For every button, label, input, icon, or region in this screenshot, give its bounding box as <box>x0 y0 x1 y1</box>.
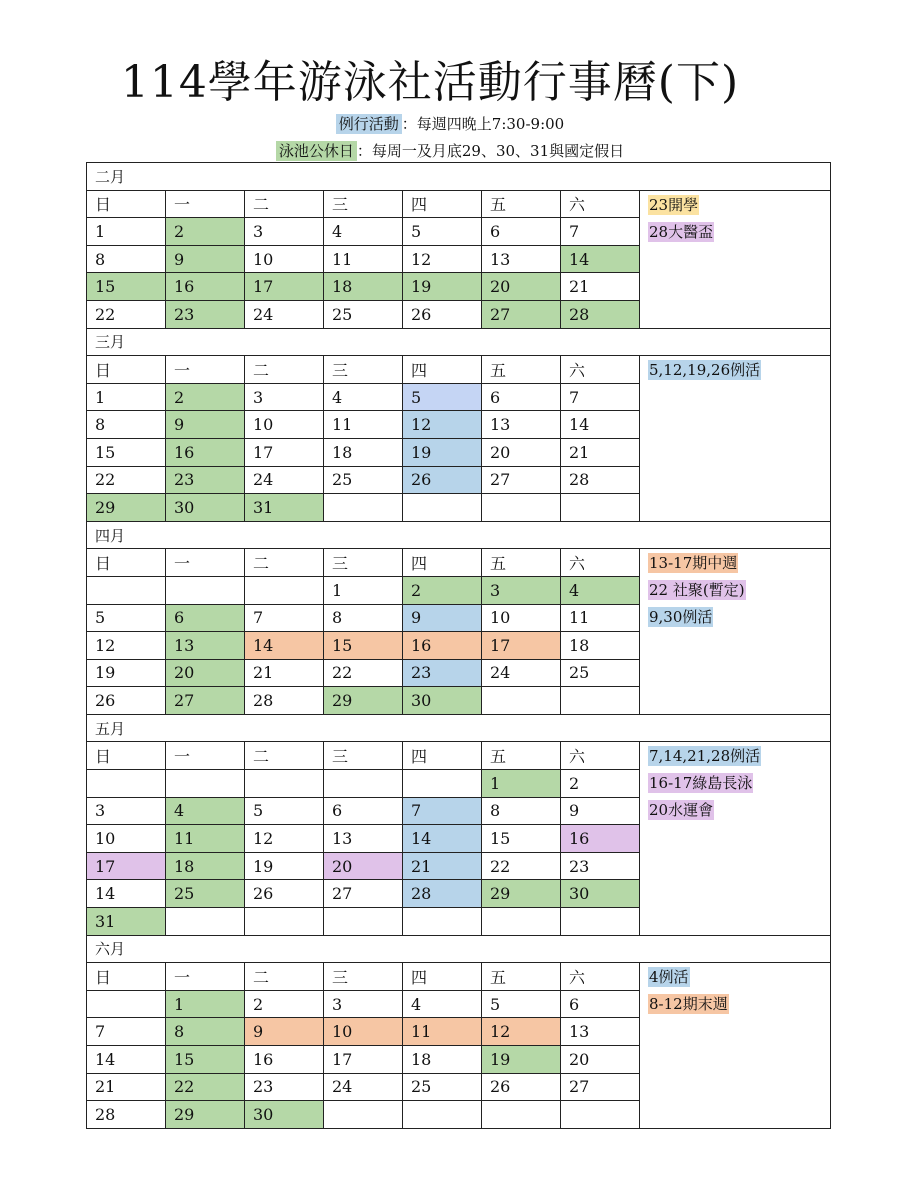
day-cell: 15 <box>166 1046 245 1074</box>
note-item <box>648 220 830 247</box>
weekday-label: 三 <box>324 549 403 577</box>
day-cell: 2 <box>561 770 640 798</box>
day-cell: 28 <box>561 466 640 494</box>
note-text: 7,14,21,28例活 <box>649 747 761 766</box>
empty-day-cell <box>87 770 166 798</box>
day-cell: 31 <box>87 908 166 936</box>
weekday-row <box>87 742 831 770</box>
day-cell: 2 <box>403 576 482 604</box>
weekday-row <box>87 190 831 218</box>
month-header-row <box>87 521 831 549</box>
weekday-row <box>87 549 831 577</box>
weekday-label: 二 <box>245 963 324 991</box>
day-cell: 22 <box>324 659 403 687</box>
day-cell: 21 <box>561 438 640 466</box>
weekday-row <box>87 356 831 384</box>
day-cell: 25 <box>561 659 640 687</box>
day-cell: 21 <box>561 273 640 301</box>
empty-day-cell <box>245 770 324 798</box>
empty-day-cell <box>482 494 561 522</box>
day-cell: 8 <box>166 1018 245 1046</box>
day-cell: 13 <box>324 825 403 853</box>
weekday-label: 日 <box>87 356 166 384</box>
day-cell: 14 <box>87 1046 166 1074</box>
day-cell: 7 <box>87 1018 166 1046</box>
day-cell: 10 <box>245 411 324 439</box>
day-cell: 12 <box>403 411 482 439</box>
day-cell: 26 <box>403 466 482 494</box>
weekday-label: 四 <box>403 742 482 770</box>
note-item <box>648 771 830 798</box>
day-cell: 8 <box>482 797 561 825</box>
day-cell: 27 <box>561 1073 640 1101</box>
day-cell: 1 <box>87 383 166 411</box>
day-cell: 26 <box>482 1073 561 1101</box>
empty-day-cell <box>482 908 561 936</box>
day-cell: 19 <box>403 438 482 466</box>
note-text: 9,30例活 <box>649 608 713 627</box>
day-cell: 17 <box>324 1046 403 1074</box>
day-cell: 6 <box>482 218 561 246</box>
day-cell: 29 <box>87 494 166 522</box>
day-cell: 18 <box>561 632 640 660</box>
day-cell: 22 <box>482 852 561 880</box>
day-cell: 3 <box>87 797 166 825</box>
day-cell: 30 <box>245 1101 324 1129</box>
day-cell: 15 <box>482 825 561 853</box>
day-cell: 21 <box>87 1073 166 1101</box>
weekday-label: 日 <box>87 963 166 991</box>
day-cell: 31 <box>245 494 324 522</box>
day-cell: 7 <box>561 383 640 411</box>
day-cell: 22 <box>87 300 166 328</box>
weekday-label: 日 <box>87 742 166 770</box>
day-cell: 9 <box>245 1018 324 1046</box>
empty-day-cell <box>403 770 482 798</box>
day-cell: 6 <box>324 797 403 825</box>
weekday-label: 五 <box>482 742 561 770</box>
day-cell: 25 <box>324 300 403 328</box>
day-cell: 23 <box>166 466 245 494</box>
note-item <box>648 744 830 771</box>
weekday-label: 日 <box>87 190 166 218</box>
weekday-label: 一 <box>166 356 245 384</box>
day-cell: 21 <box>245 659 324 687</box>
day-cell: 10 <box>482 604 561 632</box>
month-header-row <box>87 714 831 742</box>
day-cell: 23 <box>245 1073 324 1101</box>
day-cell: 27 <box>324 880 403 908</box>
note-text: 4例活 <box>649 968 689 987</box>
day-cell: 2 <box>166 383 245 411</box>
empty-day-cell <box>87 576 166 604</box>
weekday-label: 四 <box>403 356 482 384</box>
day-cell: 29 <box>324 687 403 715</box>
weekday-label: 六 <box>561 549 640 577</box>
empty-day-cell <box>166 576 245 604</box>
empty-day-cell <box>245 908 324 936</box>
month-notes <box>640 356 831 522</box>
day-cell: 10 <box>324 1018 403 1046</box>
legend-routine-tag: 例行活動 <box>336 114 402 134</box>
weekday-label: 三 <box>324 356 403 384</box>
day-cell: 5 <box>403 218 482 246</box>
day-cell: 8 <box>324 604 403 632</box>
weekday-label: 四 <box>403 549 482 577</box>
empty-day-cell <box>561 687 640 715</box>
day-cell: 18 <box>324 273 403 301</box>
day-cell: 12 <box>245 825 324 853</box>
month-notes <box>640 190 831 328</box>
day-cell: 14 <box>87 880 166 908</box>
day-cell: 28 <box>245 687 324 715</box>
empty-day-cell <box>324 770 403 798</box>
empty-day-cell <box>245 576 324 604</box>
day-cell: 7 <box>403 797 482 825</box>
day-cell: 18 <box>324 438 403 466</box>
page-title: 114學年游泳社活動行事曆(下) <box>120 57 740 108</box>
day-cell: 23 <box>403 659 482 687</box>
day-cell: 28 <box>87 1101 166 1129</box>
day-cell: 10 <box>87 825 166 853</box>
day-cell: 20 <box>482 273 561 301</box>
day-cell: 11 <box>324 411 403 439</box>
weekday-label: 二 <box>245 549 324 577</box>
day-cell: 11 <box>324 245 403 273</box>
day-cell: 20 <box>166 659 245 687</box>
day-cell: 24 <box>324 1073 403 1101</box>
weekday-label: 日 <box>87 549 166 577</box>
day-cell: 30 <box>561 880 640 908</box>
note-item <box>648 551 830 578</box>
note-text: 28大醫盃 <box>649 222 714 241</box>
day-cell: 4 <box>403 990 482 1018</box>
weekday-label: 五 <box>482 190 561 218</box>
month-header-row <box>87 935 831 963</box>
day-cell: 11 <box>403 1018 482 1046</box>
day-cell: 11 <box>166 825 245 853</box>
day-cell: 9 <box>561 797 640 825</box>
day-cell: 17 <box>482 632 561 660</box>
note-item <box>648 193 830 220</box>
legend-closed-text: ：每周一及月底29、30、31與國定假日 <box>356 142 625 160</box>
day-cell: 13 <box>482 411 561 439</box>
weekday-label: 五 <box>482 549 561 577</box>
day-cell: 20 <box>561 1046 640 1074</box>
empty-day-cell <box>324 908 403 936</box>
day-cell: 9 <box>403 604 482 632</box>
day-cell: 26 <box>245 880 324 908</box>
empty-day-cell <box>482 687 561 715</box>
day-cell: 17 <box>245 438 324 466</box>
day-cell: 7 <box>245 604 324 632</box>
day-cell: 19 <box>245 852 324 880</box>
weekday-label: 二 <box>245 356 324 384</box>
day-cell: 19 <box>482 1046 561 1074</box>
day-cell: 22 <box>166 1073 245 1101</box>
day-cell: 23 <box>166 300 245 328</box>
note-item <box>648 965 830 992</box>
day-cell: 18 <box>403 1046 482 1074</box>
weekday-row <box>87 963 831 991</box>
day-cell: 14 <box>245 632 324 660</box>
day-cell: 30 <box>166 494 245 522</box>
day-cell: 27 <box>482 300 561 328</box>
day-cell: 20 <box>324 852 403 880</box>
note-text: 22 社聚(暫定) <box>649 581 745 600</box>
note-item <box>648 358 830 385</box>
day-cell: 5 <box>245 797 324 825</box>
weekday-label: 六 <box>561 742 640 770</box>
empty-day-cell <box>561 494 640 522</box>
empty-day-cell <box>561 908 640 936</box>
empty-day-cell <box>561 1101 640 1129</box>
month-notes <box>640 549 831 715</box>
weekday-label: 五 <box>482 963 561 991</box>
day-cell: 12 <box>403 245 482 273</box>
legend-routine <box>0 113 900 134</box>
weekday-label: 三 <box>324 963 403 991</box>
day-cell: 20 <box>482 438 561 466</box>
day-cell: 4 <box>324 218 403 246</box>
day-cell: 24 <box>245 300 324 328</box>
day-cell: 28 <box>561 300 640 328</box>
day-cell: 13 <box>561 1018 640 1046</box>
empty-day-cell <box>403 1101 482 1129</box>
day-cell: 13 <box>166 632 245 660</box>
weekday-label: 一 <box>166 190 245 218</box>
day-cell: 1 <box>166 990 245 1018</box>
day-cell: 6 <box>166 604 245 632</box>
day-cell: 16 <box>166 438 245 466</box>
day-cell: 15 <box>87 438 166 466</box>
day-cell: 14 <box>561 411 640 439</box>
day-cell: 21 <box>403 852 482 880</box>
day-cell: 3 <box>245 383 324 411</box>
weekday-label: 六 <box>561 963 640 991</box>
day-cell: 2 <box>166 218 245 246</box>
day-cell: 1 <box>87 218 166 246</box>
weekday-label: 一 <box>166 549 245 577</box>
note-text: 8-12期末週 <box>649 995 728 1014</box>
day-cell: 3 <box>324 990 403 1018</box>
month-name: 二月 <box>87 163 831 191</box>
day-cell: 10 <box>245 245 324 273</box>
day-cell: 3 <box>482 576 561 604</box>
month-name: 四月 <box>87 521 831 549</box>
day-cell: 25 <box>166 880 245 908</box>
empty-day-cell <box>324 494 403 522</box>
day-cell: 27 <box>482 466 561 494</box>
day-cell: 15 <box>324 632 403 660</box>
weekday-label: 五 <box>482 356 561 384</box>
day-cell: 16 <box>166 273 245 301</box>
weekday-label: 二 <box>245 190 324 218</box>
day-cell: 4 <box>561 576 640 604</box>
day-cell: 17 <box>245 273 324 301</box>
weekday-label: 三 <box>324 742 403 770</box>
note-text: 20水運會 <box>649 801 714 820</box>
month-name: 六月 <box>87 935 831 963</box>
empty-day-cell <box>403 908 482 936</box>
day-cell: 3 <box>245 218 324 246</box>
day-cell: 11 <box>561 604 640 632</box>
weekday-label: 六 <box>561 356 640 384</box>
day-cell: 1 <box>482 770 561 798</box>
day-cell: 29 <box>482 880 561 908</box>
weekday-label: 一 <box>166 963 245 991</box>
empty-day-cell <box>166 770 245 798</box>
empty-day-cell <box>87 990 166 1018</box>
day-cell: 28 <box>403 880 482 908</box>
day-cell: 1 <box>324 576 403 604</box>
weekday-label: 二 <box>245 742 324 770</box>
weekday-label: 三 <box>324 190 403 218</box>
empty-day-cell <box>166 908 245 936</box>
day-cell: 27 <box>166 687 245 715</box>
weekday-label: 六 <box>561 190 640 218</box>
weekday-label: 一 <box>166 742 245 770</box>
day-cell: 17 <box>87 852 166 880</box>
day-cell: 29 <box>166 1101 245 1129</box>
month-name: 五月 <box>87 714 831 742</box>
day-cell: 6 <box>482 383 561 411</box>
day-cell: 9 <box>166 245 245 273</box>
day-cell: 2 <box>245 990 324 1018</box>
day-cell: 4 <box>324 383 403 411</box>
note-text: 16-17綠島長泳 <box>649 774 753 793</box>
note-item <box>648 992 830 1019</box>
day-cell: 13 <box>482 245 561 273</box>
month-notes <box>640 963 831 1129</box>
day-cell: 5 <box>87 604 166 632</box>
note-text: 5,12,19,26例活 <box>649 361 761 380</box>
month-name: 三月 <box>87 328 831 356</box>
day-cell: 26 <box>403 300 482 328</box>
day-cell: 8 <box>87 411 166 439</box>
empty-day-cell <box>403 494 482 522</box>
day-cell: 14 <box>561 245 640 273</box>
day-cell: 22 <box>87 466 166 494</box>
day-cell: 19 <box>87 659 166 687</box>
month-header-row <box>87 328 831 356</box>
day-cell: 6 <box>561 990 640 1018</box>
day-cell: 5 <box>482 990 561 1018</box>
legend-routine-text: ：每週四晚上7:30-9:00 <box>401 115 565 133</box>
weekday-label: 四 <box>403 963 482 991</box>
note-item <box>648 605 830 632</box>
day-cell: 25 <box>324 466 403 494</box>
note-text: 13-17期中週 <box>649 554 738 573</box>
day-cell: 16 <box>561 825 640 853</box>
calendar-table <box>86 162 831 1129</box>
legend-closed <box>0 140 900 161</box>
day-cell: 4 <box>166 797 245 825</box>
weekday-label: 四 <box>403 190 482 218</box>
day-cell: 9 <box>166 411 245 439</box>
note-item <box>648 798 830 825</box>
day-cell: 12 <box>87 632 166 660</box>
month-header-row <box>87 163 831 191</box>
day-cell: 25 <box>403 1073 482 1101</box>
day-cell: 30 <box>403 687 482 715</box>
day-cell: 24 <box>245 466 324 494</box>
day-cell: 26 <box>87 687 166 715</box>
day-cell: 19 <box>403 273 482 301</box>
note-item <box>648 578 830 605</box>
day-cell: 12 <box>482 1018 561 1046</box>
empty-day-cell <box>324 1101 403 1129</box>
day-cell: 16 <box>245 1046 324 1074</box>
day-cell: 15 <box>87 273 166 301</box>
day-cell: 16 <box>403 632 482 660</box>
note-text: 23開學 <box>649 195 699 214</box>
day-cell: 23 <box>561 852 640 880</box>
day-cell: 14 <box>403 825 482 853</box>
empty-day-cell <box>482 1101 561 1129</box>
day-cell: 18 <box>166 852 245 880</box>
month-notes <box>640 742 831 935</box>
day-cell: 8 <box>87 245 166 273</box>
day-cell: 24 <box>482 659 561 687</box>
day-cell: 7 <box>561 218 640 246</box>
day-cell: 5 <box>403 383 482 411</box>
legend-closed-tag: 泳池公休日 <box>276 141 357 161</box>
